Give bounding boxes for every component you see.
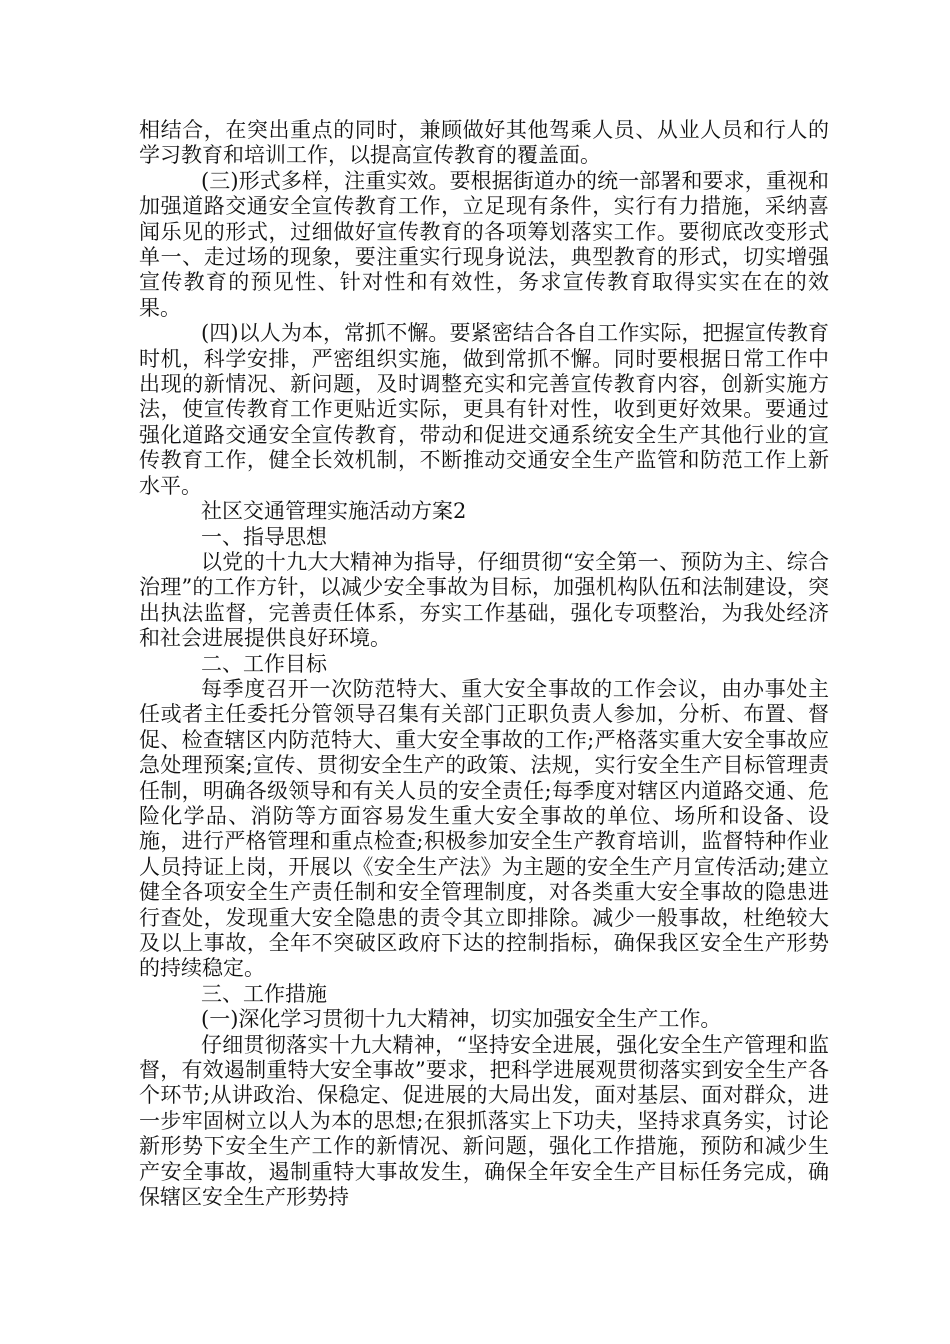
paragraph-measure-1: 仔细贯彻落实十九大精神，“坚持安全进展，强化安全生产管理和监督，有效遏制重特大安全事故”要求，把科学进展观贯彻落实到安全生产各个环节;从讲政治、保稳定、促进展的大局出发，面对基层、面对群众，进一步牢固树立以人为本的思想;在狠抓落实上下功夫，坚持求真务实，讨论新形势下安全生产工作的新情况、新问题，强化工作措施，预防和减少生产安全事故，遏制重特大事故发生，确保全年安全生产目标任务完成，确保辖区安全生产形势持	[139, 1032, 829, 1210]
section-title: 社区交通管理实施活动方案2	[201, 499, 467, 524]
document-body	[139, 118, 829, 1210]
paragraph-item-4: (四)以人为本，常抓不懈。要紧密结合各自工作实际，把握宣传教育时机，科学安排，严密组织实施，做到常抓不懈。同时要根据日常工作中出现的新情况、新问题，及时调整充实和完善宣传教育内容，创新实施方法，使宣传教育工作更贴近实际，更具有针对性，收到更好效果。要通过强化道路交通安全宣传教育，带动和促进交通系统安全生产其他行业的宣传教育工作，健全长效机制，不断推动交通安全生产监管和防范工作上新水平。	[139, 321, 829, 498]
paragraph-item-3: (三)形式多样，注重实效。要根据街道办的统一部署和要求，重视和加强道路交通安全宣传教育工作，立足现有条件，实行有力措施，采纳喜闻乐见的形式，过细做好宣传教育的各项筹划落实工作。要彻底改变形式单一、走过场的现象，要注重实行现身说法，典型教育的形式，切实增强宣传教育的预见性、针对性和有效性，务求宣传教育取得实实在在的效果。	[139, 168, 829, 320]
subheading-measure-1: (一)深化学习贯彻十九大精神，切实加强安全生产工作。	[201, 1007, 722, 1032]
heading-work-goals: 二、工作目标	[201, 651, 327, 676]
heading-guiding-ideology: 一、指导思想	[201, 524, 327, 549]
paragraph-work-goals: 每季度召开一次防范特大、重大安全事故的工作会议，由办事处主任或者主任委托分管领导召集有关部门正职负责人参加，分析、布置、督促、检查辖区内防范特大、重大安全事故的工作;严格落实重大安全事故应急处理预案;宣传、贯彻安全生产的政策、法规，实行安全生产目标管理责任制，明确各级领导和有关人员的安全责任;每季度对辖区内道路交通、危险化学品、消防等方面容易发生重大安全事故的单位、场所和设备、设施，进行严格管理和重点检查;积极参加安全生产教育培训，监督特种作业人员持证上岗，开展以《安全生产法》为主题的安全生产月宣传活动;建立健全各项安全生产责任制和安全管理制度，对各类重大安全事故的隐患进行查处，发现重大安全隐患的责令其立即排除。减少一般事故，杜绝较大及以上事故，全年不突破区政府下达的控制指标，确保我区安全生产形势的持续稳定。	[139, 676, 829, 981]
heading-work-measures: 三、工作措施	[201, 981, 327, 1006]
paragraph-guiding-ideology: 以党的十九大大精神为指导，仔细贯彻“安全第一、预防为主、综合治理”的工作方针，以减少安全事故为目标，加强机构队伍和法制建设，突出执法监督，完善责任体系，夯实工作基础，强化专项整治，为我处经济和社会进展提供良好环境。	[139, 549, 829, 651]
paragraph-continuation: 相结合，在突出重点的同时，兼顾做好其他驾乘人员、从业人员和行人的学习教育和培训工作，以提高宣传教育的覆盖面。	[139, 118, 829, 168]
